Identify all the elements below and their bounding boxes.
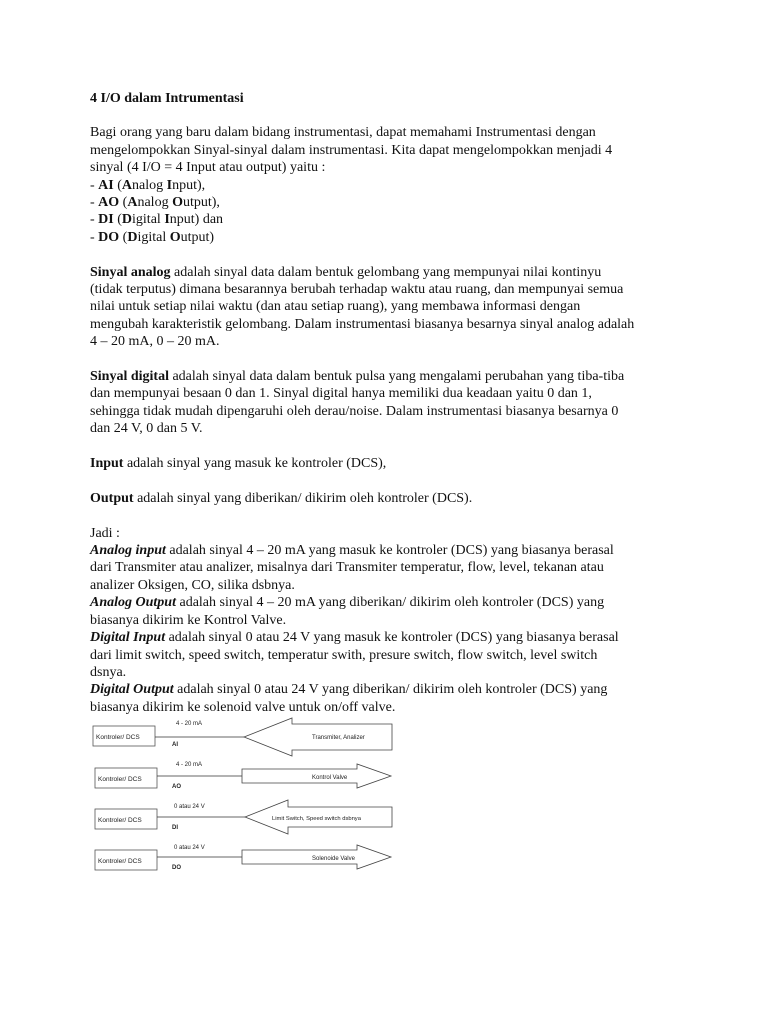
def-analog-input: Analog input adalah sinyal 4 – 20 mA yang masuk ke kontroler (DCS) yang biasanya berasal [90,543,614,559]
analog-term: Sinyal analog [90,264,171,280]
controller-label: Kontroler/ DCS [96,734,140,741]
diagram-row-do [95,845,391,871]
controller-label: Kontroler/ DCS [98,776,142,783]
device-label: Transmiter, Analizer [312,735,365,741]
intro-paragraph [90,124,690,246]
def-digital-input: Digital Input adalah sinyal 0 atau 24 V yang masuk ke kontroler (DCS) yang biasanya berasal [90,630,619,646]
signal-label: 4 - 20 mA [176,762,203,768]
intro-line: mengelompokkan Sinyal-sinyal dalam instrumentasi. Kita dapat mengelompokkan menjadi 4 [90,142,613,158]
digital-term: Sinyal digital [90,369,169,385]
signal-code: AI [172,742,178,748]
def-analog-output: Analog Output adalah sinyal 4 – 20 mA yang diberikan/ dikirim oleh kontroler (DCS) yang [90,595,605,611]
document-page [90,90,690,716]
output-definition: Output adalah sinyal yang diberikan/ dikirim oleh kontroler (DCS). [90,490,473,506]
io-list-item-di: - DI (Digital Input) dan [90,212,224,228]
analog-signal-paragraph: Sinyal analog adalah sinyal data dalam bentuk gelombang yang mempunyai nilai kontinyu (tidak terputus) dimana besarannya berubah terhadap waktu atau ruang, dan mempunyai semua nilai untuk setiap nilai waktu (dan atau setiap ruang), yang membawa informasi dengan mengubah karakteristik gelombang. Dalam instrumentasi biasanya besarnya sinyal analog adalah 4 – 20 mA, 0 – 20 mA. [90,264,635,350]
intro-line: Bagi orang yang baru dalam bidang instrumentasi, dapat memahami Instrumentasi dengan [90,125,596,141]
signal-code: DI [172,825,178,831]
signal-code: DO [172,865,181,871]
io-list-item-ai: - AI (Analog Input), [90,177,206,193]
signal-label: 0 atau 24 V [174,804,205,810]
digital-signal-paragraph: Sinyal digital adalah sinyal data dalam bentuk pulsa yang mengalami perubahan yang tiba-tiba dan mempunyai besaan 0 dan 1. Sinyal digital hanya memiliki dua keadaan yaitu 0 dan 1, sehingga tidak mudah dipengaruhi oleh derau/noise. Dalam instrumentasi biasanya besarnya 0 dan 24 V, 0 dan 5 V. [90,369,625,437]
section-heading: 4 I/O dalam Intrumentasi [90,91,244,106]
signal-code: AO [172,784,181,790]
io-signal-diagram [92,716,398,878]
signal-label: 0 atau 24 V [174,845,205,851]
input-definition: Input adalah sinyal yang masuk ke kontroler (DCS), [90,456,387,472]
io-list-item-ao: - AO (Analog Output), [90,195,220,211]
controller-label: Kontroler/ DCS [98,817,142,824]
jadi-label: Jadi : [90,525,120,541]
device-label: Kontrol Valve [312,775,348,781]
device-label: Limit Switch, Speed switch dsbnya [272,816,361,822]
io-list-item-do: - DO (Digital Output) [90,229,215,245]
diagram-row-ao [95,762,391,790]
signal-label: 4 - 20 mA [176,721,203,727]
def-digital-output: Digital Output adalah sinyal 0 atau 24 V yang diberikan/ dikirim oleh kontroler (DCS) yang [90,682,608,698]
diagram-row-di [95,800,392,834]
summary-section: Jadi : Analog input adalah sinyal 4 – 20 mA yang masuk ke kontroler (DCS) yang biasanya berasal dari Transmiter atau analizer, misalnya dari Transmiter temperatur, flow, level, tekanan atau analizer Oksigen, CO, silika dsbnya. Analog Output adalah sinyal 4 – 20 mA yang diberikan/ dikirim oleh kontroler (DCS) yang biasanya dikirim ke Kontrol Valve. Digital Input adalah sinyal 0 atau 24 V yang masuk ke kontroler (DCS) yang biasanya berasal dari limit switch, speed switch, temperatur swith, presure switch, flow switch, level switch dsnya. Digital Output adalah sinyal 0 atau 24 V yang diberikan/ dikirim oleh kontroler (DCS) yang biasanya dikirim ke solenoid valve untuk on/off valve. [90,525,690,716]
controller-label: Kontroler/ DCS [98,858,142,865]
device-label: Solenoide Valve [312,856,355,862]
intro-line: sinyal (4 I/O = 4 Input atau output) yaitu : [90,160,326,176]
diagram-row-ai [93,718,392,756]
